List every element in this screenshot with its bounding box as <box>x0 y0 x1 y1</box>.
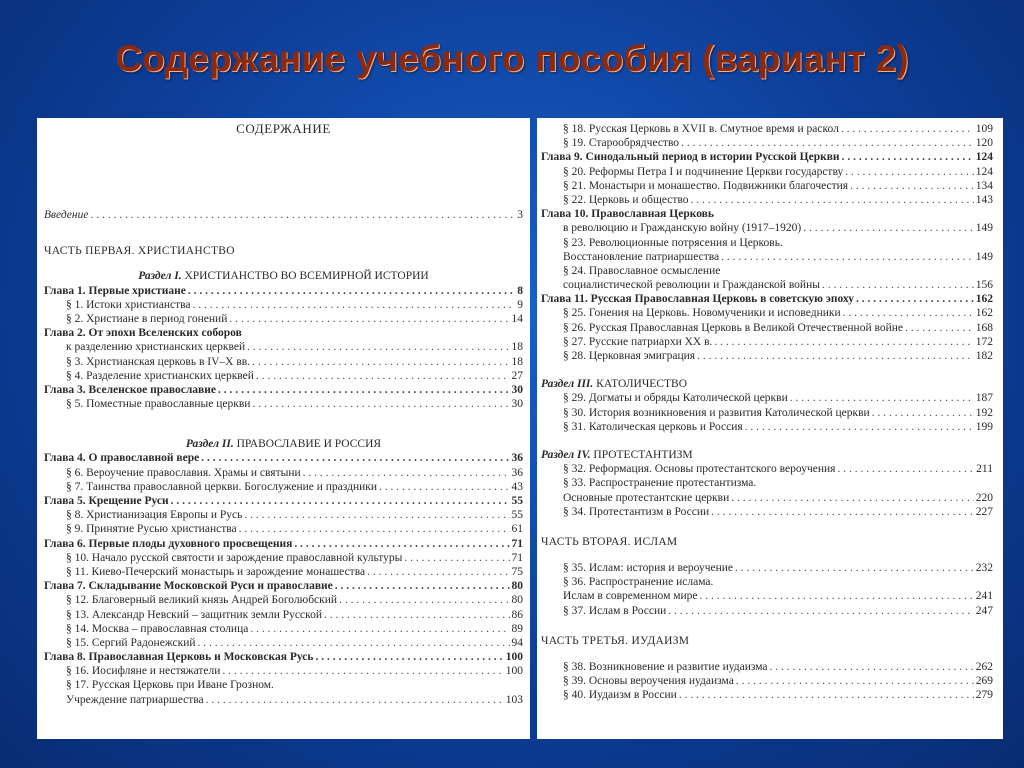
toc-entry <box>541 264 993 278</box>
dot-leader <box>679 688 974 702</box>
toc-entry-title: Глава 5. Крещение Руси <box>44 495 169 507</box>
toc-entry-page: 89 <box>511 622 523 635</box>
toc-chapter-entry <box>44 284 523 298</box>
toc-entry-title: § 29. Догматы и обряды Католической церкви <box>563 392 788 405</box>
toc-entry-page: 30 <box>511 398 523 411</box>
toc-entry-title: § 4. Разделение христианских церквей <box>66 369 254 382</box>
toc-entry-page: 71 <box>511 551 523 564</box>
toc-list-right-a <box>541 122 993 363</box>
toc-entry-title: § 39. Основы вероучения иудаизма <box>563 675 734 688</box>
section-one-heading <box>44 269 523 283</box>
section-title: ХРИСТИАНСТВО ВО ВСЕМИРНОЙ ИСТОРИИ <box>184 270 429 283</box>
toc-list-right-c <box>541 462 993 519</box>
dot-leader <box>324 608 510 622</box>
dot-leader <box>367 565 509 579</box>
toc-entry-page: 100 <box>505 651 523 664</box>
toc-entry-title: § 30. История возникновения и развития Католической церкви <box>563 406 870 419</box>
toc-entry <box>541 674 993 688</box>
toc-entry-page: 192 <box>975 406 993 419</box>
dot-leader <box>315 650 503 664</box>
toc-entry-page: 94 <box>511 636 523 649</box>
section-four-heading <box>541 448 993 462</box>
dot-leader <box>721 250 974 264</box>
section-three-heading <box>541 377 993 391</box>
toc-list-right-d <box>541 561 993 618</box>
toc-entry-title: § 3. Христианская церковь в IV–X вв. <box>66 355 251 368</box>
toc-entry-title: § 34. Протестантизм в России <box>563 505 710 518</box>
dot-leader <box>845 165 974 179</box>
toc-entry-intro <box>44 208 523 222</box>
toc-entry-page: 100 <box>505 665 523 678</box>
toc-entry-title: Глава 10. Православная Церковь <box>541 208 714 221</box>
toc-entry-page: 18 <box>511 341 523 354</box>
part-title-text: ЧАСТЬ ПЕРВАЯ. ХРИСТИАНСТВО <box>44 245 235 258</box>
toc-entry-title: § 32. Реформация. Основы протестантского вероучения <box>563 463 836 476</box>
toc-chapter-entry <box>44 326 523 340</box>
dot-leader <box>404 551 509 565</box>
toc-entry-title: § 23. Революционные потрясения и Церковь. <box>563 236 783 249</box>
toc-chapter-entry <box>44 650 523 664</box>
toc-entry-page: 75 <box>511 565 523 578</box>
toc-entry <box>44 664 523 678</box>
toc-chapter-entry <box>541 150 993 164</box>
toc-entry <box>44 397 523 411</box>
toc-entry <box>541 462 993 476</box>
section-label: Раздел IV. <box>541 448 591 461</box>
toc-entry-page: 30 <box>511 383 523 396</box>
dot-leader <box>803 221 973 235</box>
toc-entry-page: 279 <box>975 689 993 702</box>
toc-entry-page: 269 <box>975 675 993 688</box>
toc-entry <box>541 165 993 179</box>
toc-entry <box>541 660 993 674</box>
dot-leader <box>335 579 510 593</box>
toc-entry-page: 156 <box>975 279 993 292</box>
toc-entry-page: 124 <box>975 151 993 164</box>
toc-entry-page: 149 <box>975 222 993 235</box>
toc-entry <box>541 236 993 250</box>
toc-entry <box>44 369 523 383</box>
toc-entry-title: § 12. Благоверный великий князь Андрей Боголюбский <box>66 594 338 607</box>
toc-entry-page: 71 <box>511 537 523 550</box>
toc-entry-page: 3 <box>517 209 523 221</box>
dot-leader <box>841 122 974 136</box>
toc-list-right-e <box>541 660 993 703</box>
toc-entry <box>44 693 523 707</box>
toc-entry-title: § 24. Православное осмысление <box>563 264 721 277</box>
toc-list-left-b <box>44 451 523 706</box>
dot-leader <box>171 494 510 508</box>
toc-entry <box>541 193 993 207</box>
toc-chapter-entry <box>44 579 523 593</box>
dot-leader <box>303 466 510 480</box>
toc-entry <box>44 508 523 522</box>
toc-entry-page: 247 <box>975 604 993 617</box>
dot-leader <box>790 391 974 405</box>
toc-entry <box>541 306 993 320</box>
toc-entry-title: § 17. Русская Церковь при Иване Грозном. <box>66 679 274 692</box>
section-label: Раздел II. <box>185 438 234 451</box>
toc-entry-page: 120 <box>975 137 993 150</box>
toc-entry-title: Основные протестантские церкви <box>563 491 730 504</box>
toc-entry <box>44 565 523 579</box>
toc-entry <box>44 678 523 692</box>
toc-entry-page: 134 <box>975 179 993 192</box>
toc-entry <box>541 391 993 405</box>
dot-leader <box>843 306 974 320</box>
dot-leader <box>198 636 510 650</box>
toc-entry-page: 103 <box>505 693 523 706</box>
dot-leader <box>294 537 509 551</box>
toc-entry-title: § 26. Русская Православная Церковь в Великой Отечественной войне <box>563 321 903 334</box>
toc-entry <box>44 593 523 607</box>
dot-leader <box>711 505 974 519</box>
toc-entry-page: 168 <box>975 321 993 334</box>
dot-leader <box>731 491 974 505</box>
toc-entry <box>44 608 523 622</box>
toc-entry-title: § 16. Иосифляне и нестяжатели <box>66 665 221 678</box>
toc-entry-title: § 11. Киево-Печерский монастырь и зарождение монашества <box>66 565 366 578</box>
toc-entry <box>541 688 993 702</box>
toc-entry-title: § 2. Христиане в период гонений <box>66 312 228 325</box>
toc-chapter-entry <box>541 207 993 221</box>
toc-list-right-b <box>541 391 993 434</box>
toc-entry-page: 18 <box>511 355 523 368</box>
toc-entry-page: 80 <box>511 580 523 593</box>
toc-entry <box>44 622 523 636</box>
toc-entry-page: 220 <box>975 491 993 504</box>
toc-entry-title: § 8. Христианизация Европы и Русь <box>66 509 243 522</box>
toc-entry-title: § 15. Сергий Радонежский <box>66 636 196 649</box>
part-title-text: ЧАСТЬ ТРЕТЬЯ. ИУДАИЗМ <box>541 634 690 647</box>
toc-entry-title: Глава 1. Первые христиане <box>44 284 186 297</box>
toc-entry <box>44 480 523 494</box>
toc-entry-title: § 19. Старообрядчество <box>563 137 680 150</box>
dot-leader <box>250 622 509 636</box>
toc-entry <box>541 406 993 420</box>
dot-leader <box>837 462 974 476</box>
toc-entry <box>541 604 993 618</box>
dot-leader <box>842 150 974 164</box>
toc-entry-title: Глава 8. Православная Церковь и Московская Русь <box>44 651 314 664</box>
dot-leader <box>668 604 974 618</box>
dot-leader <box>188 284 515 298</box>
toc-entry-page: 143 <box>975 193 993 206</box>
section-title: ПРАВОСЛАВИЕ И РОССИЯ <box>236 438 382 451</box>
toc-entry-title: Ислам в современном мире <box>563 590 698 603</box>
toc-entry <box>541 250 993 264</box>
toc-entry <box>541 491 993 505</box>
dot-leader <box>736 674 974 688</box>
toc-entry <box>44 466 523 480</box>
toc-entry-title: Глава 11. Русская Православная Церковь в советскую эпоху <box>541 293 854 306</box>
section-title: КАТОЛИЧЕСТВО <box>596 378 687 391</box>
toc-entry-page: 162 <box>975 293 993 306</box>
toc-entry-title: § 35. Ислам: история и вероучение <box>563 562 734 575</box>
toc-entry-title: Введение <box>44 209 89 221</box>
toc-chapter-entry <box>541 292 993 306</box>
toc-entry-page: 55 <box>511 509 523 522</box>
toc-entry-title: Глава 6. Первые плоды духовного просвещения <box>44 537 293 550</box>
toc-entry-page: 124 <box>975 165 993 178</box>
toc-entry-title: § 37. Ислам в России <box>563 604 667 617</box>
dot-leader <box>256 369 510 383</box>
part-one-title <box>44 244 523 258</box>
dot-leader <box>252 397 509 411</box>
toc-entry <box>44 312 523 326</box>
dot-leader <box>379 480 509 494</box>
dot-leader <box>700 589 974 603</box>
toc-entry <box>44 551 523 565</box>
toc-entry-page: 182 <box>975 350 993 362</box>
toc-entry-title: § 33. Распространение протестантизма. <box>563 477 757 490</box>
toc-entry-title: § 1. Истоки христианства <box>66 298 191 311</box>
toc-entry-title: § 9. Принятие Русью христианства <box>66 523 237 536</box>
dot-leader <box>201 451 509 465</box>
dot-leader <box>244 508 509 522</box>
toc-entry-page: 36 <box>511 452 523 465</box>
dot-leader <box>192 298 515 312</box>
toc-entry-page: 172 <box>975 335 993 348</box>
toc-entry <box>541 179 993 193</box>
dot-leader <box>850 179 974 193</box>
toc-entry-page: 43 <box>511 480 523 493</box>
dot-leader <box>745 420 974 434</box>
toc-page-right <box>537 118 1003 739</box>
toc-entry-page: 162 <box>975 307 993 320</box>
toc-entry-title: Глава 9. Синодальный период в истории Русской Церкви <box>541 151 840 164</box>
toc-entry-title: § 31. Католическая церковь и Россия <box>563 420 743 433</box>
dot-leader <box>872 406 974 420</box>
toc-entry-page: 14 <box>511 312 523 325</box>
toc-entry-title: § 20. Реформы Петра I и подчинение Церкви государству <box>563 165 844 178</box>
toc-entry <box>541 476 993 490</box>
toc-entry-title: § 25. Гонения на Церковь. Новомученики и исповедники <box>563 307 841 320</box>
toc-entry-page: 61 <box>511 523 523 536</box>
dot-leader <box>681 136 974 150</box>
part-title-text: ЧАСТЬ ВТОРАЯ. ИСЛАМ <box>541 535 678 548</box>
toc-chapter-entry <box>44 383 523 397</box>
toc-entry <box>541 505 993 519</box>
toc-entry <box>541 561 993 575</box>
dot-leader <box>90 208 515 222</box>
dot-leader <box>714 335 973 349</box>
dot-leader <box>339 593 509 607</box>
toc-entry <box>541 278 993 292</box>
toc-entry-title: § 40. Иудаизм в России <box>563 689 677 702</box>
dot-leader <box>822 278 974 292</box>
part-three-title <box>541 634 993 648</box>
toc-entry-title: Восстановление патриаршества <box>563 250 720 263</box>
toc-entry-title: § 21. Монастыри и монашество. Подвижники благочестия <box>563 179 849 192</box>
toc-entry-title: § 6. Вероучение православия. Храмы и святыни <box>66 466 301 479</box>
toc-entry-title: Глава 4. О православной вере <box>44 452 200 465</box>
section-title: ПРОТЕСТАНТИЗМ <box>593 448 693 461</box>
section-label: Раздел I. <box>138 270 182 283</box>
toc-entry <box>541 321 993 335</box>
toc-entry <box>541 575 993 589</box>
toc-chapter-entry <box>44 537 523 551</box>
toc-entry-page: 262 <box>975 661 993 673</box>
toc-entry-page: 211 <box>976 463 993 476</box>
dot-leader <box>222 664 503 678</box>
toc-entry-title: § 18. Русская Церковь в XVII в. Смутное время и раскол <box>563 123 839 135</box>
toc-entry-page: 149 <box>975 250 993 263</box>
toc-entry-page: 109 <box>975 123 993 135</box>
toc-entry <box>541 589 993 603</box>
toc-entry <box>44 522 523 536</box>
toc-entry-title: § 13. Александр Невский – защитник земли Русской <box>66 608 322 621</box>
toc-entry-page: 199 <box>975 420 993 433</box>
toc-entry-title: § 38. Возникновение и развитие иудаизма <box>563 661 768 673</box>
toc-chapter-entry <box>44 451 523 465</box>
toc-entry-page: 187 <box>975 392 993 405</box>
dot-leader <box>252 355 509 369</box>
toc-entry-title: § 22. Церковь и общество <box>563 193 689 206</box>
toc-entry-title: Глава 7. Складывание Московской Руси и православие <box>44 580 333 593</box>
toc-entry-title: Глава 3. Вселенское православие <box>44 383 216 396</box>
toc-entry-title: в революцию и Гражданскую войну (1917–1920) <box>563 222 802 235</box>
toc-entry-page: 55 <box>511 495 523 507</box>
toc-entry <box>541 420 993 434</box>
toc-entry-title: § 14. Москва – православная столица <box>66 622 249 635</box>
toc-entry <box>44 298 523 312</box>
toc-entry <box>541 335 993 349</box>
toc-entry <box>44 355 523 369</box>
toc-entry-page: 9 <box>517 298 523 311</box>
dot-leader <box>905 321 974 335</box>
slide-title: Содержание учебного пособия (вариант 2) <box>115 38 909 79</box>
toc-entry-title: к разделению христианских церквей <box>66 341 246 354</box>
dot-leader <box>690 193 973 207</box>
toc-entry-page: 232 <box>975 562 993 575</box>
toc-entry-title: § 10. Начало русской святости и зарождение православной культуры <box>66 551 403 564</box>
toc-entry-page: 8 <box>517 284 523 297</box>
toc-list-left-a <box>44 284 523 412</box>
dot-leader <box>218 383 510 397</box>
dot-leader <box>229 312 509 326</box>
toc-entry-title: Глава 2. От эпохи Вселенских соборов <box>44 327 242 340</box>
section-label: Раздел III. <box>541 378 594 391</box>
toc-entry <box>541 136 993 150</box>
toc-entry-page: 86 <box>511 608 523 621</box>
toc-entry-title: § 36. Распространение ислама. <box>563 576 714 589</box>
toc-page-left <box>37 118 530 739</box>
toc-chapter-entry <box>44 494 523 508</box>
toc-entry-page: 36 <box>511 466 523 479</box>
toc-entry-title: § 7. Таинства православной церкви. Богослужение и праздники <box>66 480 378 493</box>
toc-entry <box>541 122 993 136</box>
dot-leader <box>239 522 510 536</box>
part-two-title <box>541 535 993 549</box>
toc-entry-page: 27 <box>511 369 523 382</box>
dot-leader <box>697 349 974 363</box>
toc-entry <box>541 349 993 363</box>
dot-leader <box>735 561 974 575</box>
section-two-heading <box>44 437 523 451</box>
toc-entry-page: 80 <box>511 594 523 607</box>
toc-entry-page: 227 <box>975 505 993 518</box>
toc-entry-title: § 5. Поместные православные церкви <box>66 398 251 411</box>
toc-entry <box>44 340 523 354</box>
toc-entry-title: Учреждение патриаршества <box>66 693 204 706</box>
toc-heading: СОДЕРЖАНИЕ <box>236 121 331 136</box>
dot-leader <box>247 340 509 354</box>
toc-entry-title: социалистической революции и Гражданской войны <box>563 279 820 292</box>
toc-entry-title: § 28. Церковная эмиграция <box>563 350 696 362</box>
toc-entry <box>541 221 993 235</box>
toc-entry <box>44 636 523 650</box>
toc-entry-page: 241 <box>975 590 993 603</box>
dot-leader <box>206 693 504 707</box>
toc-entry-title: § 27. Русские патриархи XX в. <box>563 335 713 348</box>
dot-leader <box>770 660 974 674</box>
dot-leader <box>856 292 974 306</box>
